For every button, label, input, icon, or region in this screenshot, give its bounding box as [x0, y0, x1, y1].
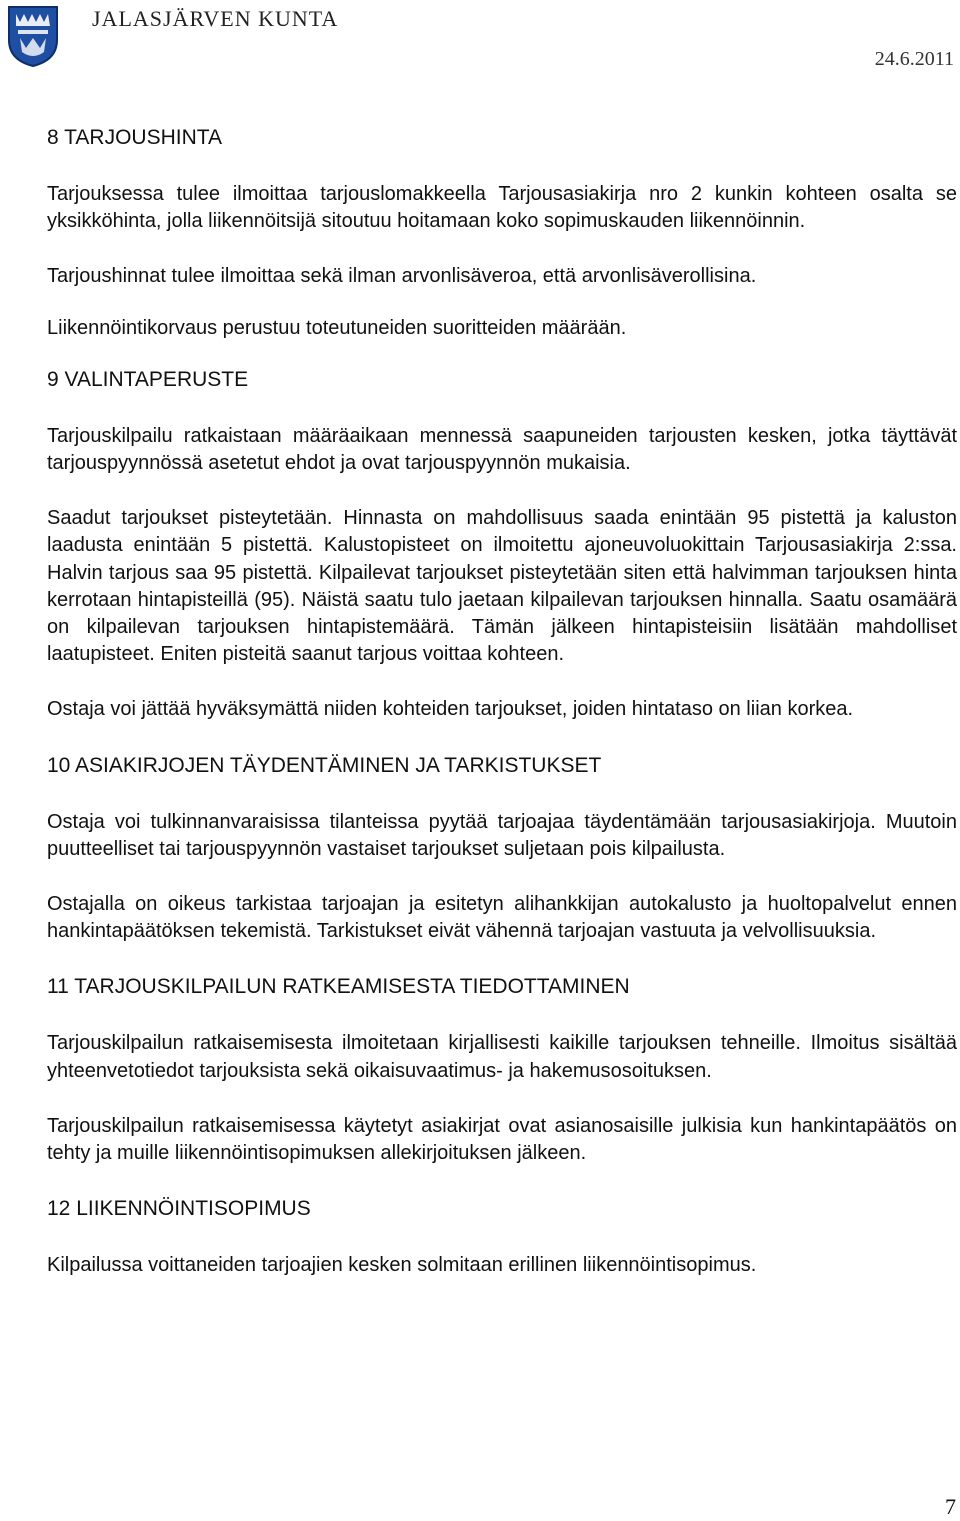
section-heading: 12 LIIKENNÖINTISOPIMUS	[47, 1197, 311, 1221]
paragraph: Tarjouskilpailun ratkaisemisesta ilmoitetaan kirjallisesti kaikille tarjouksen tehneille. Ilmoitus sisältää yhteenvetotiedot tarjouksista sekä oikaisuvaatimus- ja hakemusosoituksen.	[47, 1032, 957, 1082]
section-heading: 11 TARJOUSKILPAILUN RATKEAMISESTA TIEDOTTAMINEN	[47, 975, 630, 999]
section-heading: 9 VALINTAPERUSTE	[47, 367, 249, 391]
paragraph: Tarjouksessa tulee ilmoittaa tarjouslomakkeella Tarjousasiakirja nro 2 kunkin kohteen osalta se yksikköhinta, jolla liikennöitsijä sitoutuu hoitamaan koko sopimuskauden liikennöinnin.	[47, 183, 957, 233]
paragraph: Ostajalla on oikeus tarkistaa tarjoajan ja esitetyn alihankkijan autokalusto ja huoltopalvelut ennen hankintapäätöksen tekemistä. Tarkistukset eivät vähennä tarjoajan vastuuta ja velvollisuuksia.	[47, 893, 957, 943]
paragraph: Tarjouskilpailu ratkaistaan määräaikaan mennessä saapuneiden tarjousten kesken, jotka täyttävät tarjouspyynnössä asetetut ehdot ja ovat tarjouspyynnön mukaisia.	[47, 424, 957, 475]
document-date: 24.6.2011	[874, 48, 954, 70]
page-header	[0, 0, 960, 80]
section-liikennointisopimus	[47, 1195, 957, 1279]
paragraph: Kilpailussa voittaneiden tarjoajien kesken solmitaan erillinen liikennöintisopimus.	[47, 1254, 757, 1277]
section-tiedottaminen	[47, 973, 957, 1167]
organization-name: JALASJÄRVEN KUNTA	[92, 6, 339, 31]
document-body	[47, 124, 957, 1307]
section-heading: 10 ASIAKIRJOJEN TÄYDENTÄMINEN JA TARKISTUKSET	[47, 753, 602, 777]
paragraph: Saadut tarjoukset pisteytetään. Hinnasta on mahdollisuus saada enintään 95 pistettä ja kaluston laadusta enintään 5 pistettä. Kalustopisteet on ilmoitettu ajoneuvoluokittain Tarjousasiakirja 2:ssa. Halvin tarjous saa 95 pistettä. Kilpailevat tarjoukset pisteytetään siten että halvimman tarjouksen hinta kerrotaan hintapisteillä (95). Näistä saatu tulo jaetaan kilpailevan tarjouksen hinnalla. Saatu osamäärä on kilpailevan tarjouksen hintapistemäärä. Tämän jälkeen hintapisteisiin lisätään mahdolliset laatupisteet. Eniten pisteitä saanut tarjous voittaa kohteen.	[47, 507, 957, 666]
page-number: 7	[945, 1494, 956, 1519]
paragraph: Ostaja voi jättää hyväksymättä niiden kohteiden tarjoukset, joiden hintataso on liian korkea.	[47, 698, 854, 721]
section-valintaperuste	[47, 366, 957, 724]
municipal-crest-icon	[6, 4, 60, 68]
paragraph: Tarjouskilpailun ratkaisemisessa käytetyt asiakirjat ovat asianosaisille julkisia kun hankintapäätös on tehty ja muille liikennöintisopimuksen allekirjoituksen jälkeen.	[47, 1114, 957, 1165]
section-tarjoushinta	[47, 124, 957, 342]
section-heading: 8 TARJOUSHINTA	[47, 126, 223, 149]
paragraph: Ostaja voi tulkinnanvaraisissa tilanteissa pyytää tarjoajaa täydentämään tarjousasiakirjoja. Muutoin puutteelliset tai tarjouspyynnön vastaiset tarjoukset suljetaan pois kilpailusta.	[47, 810, 957, 860]
paragraph: Liikennöintikorvaus perustuu toteutuneiden suoritteiden määrään.	[47, 316, 627, 339]
paragraph: Tarjoushinnat tulee ilmoittaa sekä ilman arvonlisäveroa, että arvonlisäverollisina.	[47, 265, 757, 288]
section-asiakirjojen-taydentaminen	[47, 752, 957, 946]
